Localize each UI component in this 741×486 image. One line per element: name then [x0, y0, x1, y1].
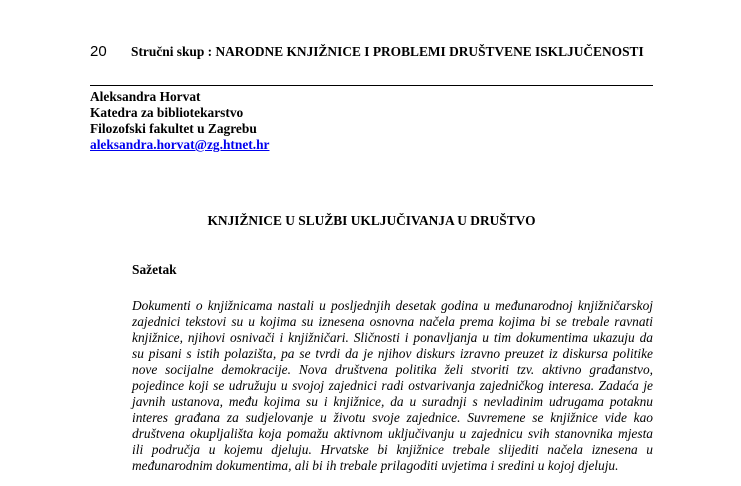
page-number: 20 [90, 43, 107, 60]
abstract-line: knjižnice, njihovi osnivači i knjižničari. Sličnosti i ponavljanja u tim dokumentima ukazuju da [132, 330, 653, 345]
header-rule [90, 85, 653, 86]
author-name: Aleksandra Horvat [90, 89, 201, 104]
abstract-line: ili područja u kojemu djeluju. Hrvatske bi knjižnice trebale slijediti načela iznesena u [132, 442, 653, 457]
abstract-line: zajednici tekstovi su u kojima su iznesena osnovna načela prema kojima bi se trebale ravnati [132, 314, 653, 329]
page-header [90, 43, 653, 65]
running-title: Stručni skup : NARODNE KNJIŽNICE I PROBLEMI DRUŠTVENE ISKLJUČENOSTI [131, 44, 644, 59]
author-block [90, 89, 269, 153]
author-email-link[interactable]: aleksandra.horvat@zg.htnet.hr [90, 137, 270, 152]
abstract-line: međunarodnim dokumentima, ali bi ih trebale prilagoditi uvjetima i sredini u kojoj djeluju. [132, 458, 619, 473]
author-department: Katedra za bibliotekarstvo [90, 105, 244, 120]
abstract-line: Dokumenti o knjižnicama nastali u posljednjih desetak godina u međunarodnoj knjižničarskoj [132, 298, 653, 313]
abstract-line: su pisani s istih polazišta, pa se tvrdi da je njihov diskurs izravno preuzet iz diskursa politike [132, 346, 653, 361]
abstract-line: nove socijalne demokracije. Nova društvena politika želi stvoriti tzv. aktivno građanstvo, [132, 362, 653, 377]
abstract-line: javnih ustanova, među kojima su i knjižnice, da u suradnji s nevladinim udrugama potaknu [132, 394, 653, 409]
abstract-heading: Sažetak [132, 262, 177, 277]
abstract-line: interes građana za sudjelovanje u životu svoje zajednice. Suvremene se knjižnice vide kao [132, 410, 653, 425]
abstract-body [132, 298, 653, 474]
author-faculty: Filozofski fakultet u Zagrebu [90, 121, 257, 136]
abstract-line: pojedince koji se udružuju u svojoj zajednici radi ostvarivanja zajedničkog interesa. Zadaća je [132, 378, 653, 393]
abstract-line: društvena okupljališta koja pomažu aktivnom uključivanju u zajednicu svih stanovnika mjesta [132, 426, 653, 441]
article-title: KNJIŽNICE U SLUŽBI UKLJUČIVANJA U DRUŠTVO [207, 213, 536, 228]
